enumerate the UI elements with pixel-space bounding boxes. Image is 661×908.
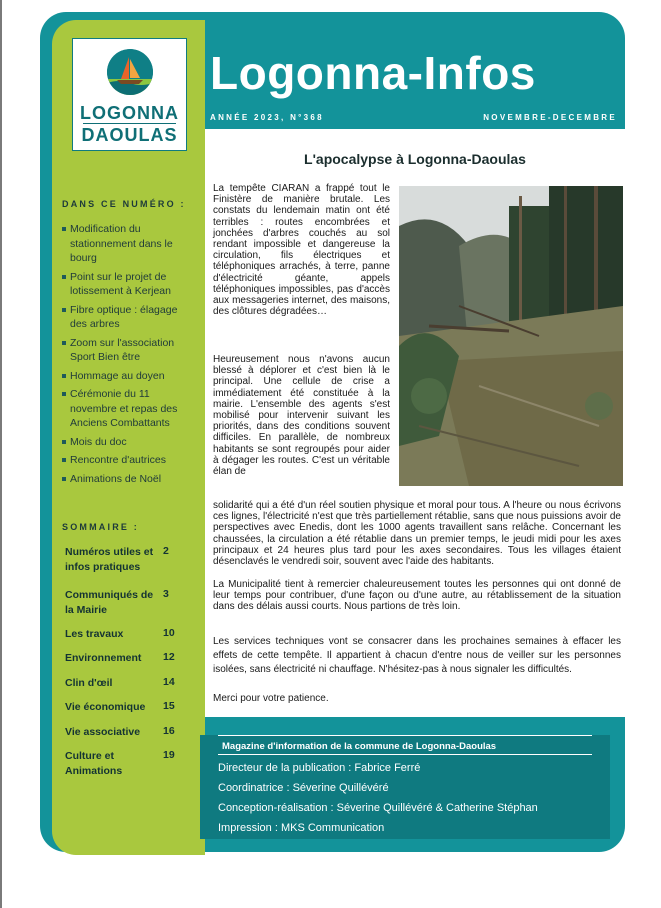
issue-period: NOVEMBRE-DECEMBRE (483, 113, 617, 122)
in-issue-heading: DANS CE NUMÉRO : (62, 199, 186, 209)
footer-director: Directeur de la publication : Fabrice Ferré (218, 762, 421, 774)
bullet-icon (62, 392, 66, 396)
footer-divider-bottom (218, 754, 592, 755)
summary-page: 14 (163, 676, 175, 688)
masthead-title: Logonna-Infos (210, 47, 536, 99)
list-item: Mois du doc (62, 435, 197, 450)
bullet-icon (62, 227, 66, 231)
logo (72, 38, 187, 151)
issue-number: ANNÉE 2023, N°368 (210, 113, 324, 122)
article-paragraph-crisis-bottom (213, 500, 621, 567)
summary-label: Environnement (65, 652, 142, 664)
summary-label: Numéros utiles et infos pratiques (65, 546, 154, 573)
footer-divider-top (218, 735, 592, 736)
summary-page: 19 (163, 749, 175, 761)
bullet-icon (62, 440, 66, 444)
article-paragraph-services: Les services techniques vont se consacrer dans les prochaines semaines à effacer les effets de cette tempête. Il appartient à chacun d'entre nous de veiller sur les personnes isolées, sans électricité ni chauffage. N'hésitez-pas à nous signaler les difficultés. (213, 636, 621, 675)
crisis-text-part1: Heureusement nous n'avons aucun blessé à déplorer et c'est bien là le principal. Une cellule de crise a immédiatement été constituée à la mairie. L'ensemble des agents s'est mobilisé pour intervenir suivant les priorités, dans des conditions souvent difficiles. En parallèle, de nombreux habitants se sont regroupés pour aider à dégager les routes. C'est un véritable élan de (213, 354, 390, 478)
summary-page: 10 (163, 627, 175, 639)
summary-label: Communiqués de la Mairie (65, 589, 154, 616)
bullet-icon (62, 275, 66, 279)
footer-coordinator: Coordinatrice : Séverine Quillévéré (218, 782, 389, 794)
sailboat-icon (107, 49, 153, 95)
crisis-text-part2: solidarité qui a été d'un réel soutien physique et moral pour tous. A l'heure ou nous écrivons ces lignes, l'électricité n'est que très partiellement rétablie, sans que nous puissions avoir de perspectives avec Enedis, dont les 1000 agents travaillent sans relâche. Concernant les chaussées, la circulation a été rétablie dans un premier temps, le jeudi midi pour les axes principaux et 24 heures plus tard pour les axes secondaires. Tous les villages étaient désenclavés le vendredi soir, souvent avec l'aide des habitants. (213, 500, 621, 568)
bullet-icon (62, 477, 66, 481)
page-edge (0, 0, 2, 908)
article-paragraph-storm: La tempête CIARAN a frappé tout le Finistère de manière brutale. Les constats du lendemain matin ont été terribles : routes encombrées et jonchées d'arbres couchés au sol rendant impossible et dangereuse la circulation, fils électriques et téléphoniques arrachés, à terre, panne d'électricité géante, appels téléphoniques impossibles, pas d'accès aux messageries internet, des maisons, des clôtures dégradées… (213, 183, 390, 318)
logo-text-daoulas: DAOULAS (81, 125, 178, 145)
summary-heading: SOMMAIRE : (62, 522, 139, 532)
issue-bar (205, 113, 625, 127)
list-item: Modification du stationnement dans le bourg (62, 222, 197, 266)
summary-page: 3 (163, 588, 169, 600)
article-paragraph-crisis-top (213, 354, 390, 477)
article-closing: Merci pour votre patience. (213, 693, 329, 704)
footer-magazine-title: Magazine d'information de la commune de Logonna-Daoulas (222, 741, 497, 752)
storm-photo (399, 186, 623, 486)
list-item: Fibre optique : élagage des arbres (62, 303, 197, 332)
bullet-icon (62, 341, 66, 345)
list-item: Animations de Noël (62, 472, 197, 487)
summary-page: 16 (163, 725, 175, 737)
in-issue-list (62, 222, 197, 490)
list-item: Rencontre d'autrices (62, 453, 197, 468)
summary-label: Vie associative (65, 726, 141, 738)
summary-label: Les travaux (65, 628, 124, 640)
list-item: Zoom sur l'association Sport Bien être (62, 336, 197, 365)
bullet-icon (62, 374, 66, 378)
list-item: Cérémonie du 11 novembre et repas des Anciens Combattants (62, 387, 197, 431)
bullet-icon (62, 458, 66, 462)
summary-label: Clin d'œil (65, 677, 113, 689)
summary-page: 2 (163, 545, 169, 557)
footer-design: Conception-réalisation : Séverine Quillévéré & Catherine Stéphan (218, 802, 538, 814)
summary-label: Culture et Animations (65, 750, 123, 777)
sidebar-bottom (52, 720, 188, 855)
summary-page: 15 (163, 700, 175, 712)
list-item: Hommage au doyen (62, 369, 197, 384)
summary-page: 12 (163, 651, 175, 663)
bullet-icon (62, 308, 66, 312)
footer-credits (200, 735, 610, 839)
logo-divider (83, 123, 176, 124)
article-title: L'apocalypse à Logonna-Daoulas (304, 151, 526, 167)
footer-printing: Impression : MKS Communication (218, 822, 385, 834)
article-paragraph-thanks: La Municipalité tient à remercier chaleureusement toutes les personnes qui ont donné de leur temps pour contribuer, d'une façon ou d'une autre, au rétablissement de la situation dans des délais aussi courts. Nous partions de très loin. (213, 579, 621, 613)
logo-text-logonna: LOGONNA (80, 103, 179, 123)
summary-label: Vie économique (65, 701, 146, 713)
list-item: Point sur le projet de lotissement à Kerjean (62, 270, 197, 299)
